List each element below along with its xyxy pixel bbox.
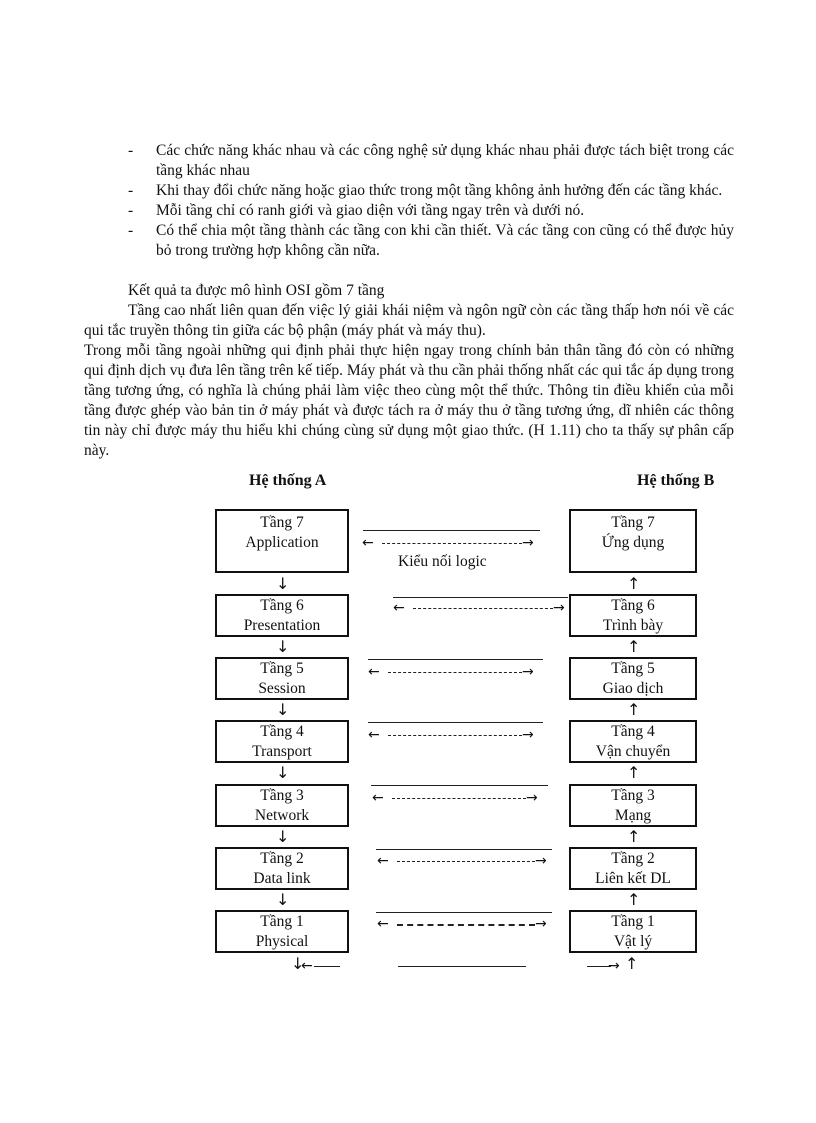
list-item: - Có thể chia một tầng thành các tầng con khi cần thiết. Và các tầng con cũng có thể được hủy bỏ trong trường hợp không cần nữa.: [128, 222, 734, 259]
result-paragraph: Kết quả ta được mô hình OSI gồm 7 tầng: [128, 282, 385, 299]
logic-connection-dash: [392, 798, 526, 799]
layer-b-2-box: Tầng 2 Liên kết DL: [569, 847, 697, 890]
logic-connection-dash: [397, 924, 535, 926]
list-item: - Các chức năng khác nhau và các công nghệ sử dụng khác nhau phải được tách biệt trong các tầng khác nhau: [128, 142, 734, 179]
bullet-marker: -: [128, 202, 134, 219]
up-arrow-icon: ↑: [627, 700, 641, 719]
right-arrow-icon: →: [522, 535, 534, 551]
left-arrow-icon: ←: [362, 535, 374, 551]
each-layer-paragraph: Trong mỗi tầng ngoài những qui định phải thực hiện ngay trong chính bản thân tầng đó còn có những qui định dịch vụ đưa lên tầng trên kế tiếp. Máy phát và thu cần phải thống nhất các qui tắc áp dụng trong tầng tương ứng, có nghĩa là chúng phải làm việc theo cùng một thể thức. Thông tin điều khiển của mỗi tầng được ghép vào bản tin ở máy phát và được tách ra ở máy thu ở tầng tương ứng, dĩ nhiên các thông tin này chỉ được máy thu hiểu khi chúng cùng sử dụng một giao thức. (H 1.11) cho ta thấy sự phân cấp này.: [84, 342, 734, 459]
left-arrow-icon: ←: [372, 790, 384, 806]
right-arrow-icon: →: [522, 664, 534, 680]
layer-b-4-box: Tầng 4 Vận chuyển: [569, 720, 697, 763]
logic-connection-dash: [388, 735, 522, 736]
list-item: - Mỗi tầng chỉ có ranh giới và giao diện với tầng ngay trên và dưới nó.: [128, 202, 585, 219]
logic-connection-dash: [388, 672, 522, 673]
up-arrow-icon: ↑: [627, 574, 641, 593]
bullet-marker: -: [128, 142, 134, 159]
down-arrow-icon: ↓: [291, 954, 305, 973]
logic-connection-line: [376, 849, 552, 850]
right-arrow-icon: →: [535, 916, 547, 932]
layer-b-1-box: Tầng 1 Vật lý: [569, 910, 697, 953]
right-arrow-icon: →: [553, 600, 565, 616]
layer-b-7-box: Tầng 7 Ứng dụng: [569, 509, 697, 573]
layer-a-2-box: Tầng 2 Data link: [215, 847, 349, 890]
up-arrow-icon: ↑: [627, 890, 641, 909]
logic-connection-label: Kiểu nối logic: [398, 553, 487, 570]
logic-connection-line: [368, 659, 543, 660]
layer-a-1-box: Tầng 1 Physical: [215, 910, 349, 953]
down-arrow-icon: ↓: [276, 574, 290, 593]
left-arrow-icon: ←: [377, 853, 389, 869]
logic-connection-dash: [382, 543, 522, 544]
system-a-title: Hệ thống A: [249, 472, 327, 489]
logic-connection-line: [376, 912, 552, 913]
down-arrow-icon: ↓: [276, 827, 290, 846]
right-arrow-icon: →: [608, 958, 620, 974]
left-arrow-icon: ←: [393, 600, 405, 616]
left-arrow-icon: ←: [301, 958, 313, 974]
left-arrow-icon: ←: [368, 727, 380, 743]
left-arrow-icon: ←: [368, 664, 380, 680]
up-arrow-icon: ↑: [627, 827, 641, 846]
right-arrow-icon: →: [535, 853, 547, 869]
physical-medium-line: [398, 966, 526, 967]
right-arrow-icon: →: [522, 727, 534, 743]
down-arrow-icon: ↓: [276, 890, 290, 909]
logic-connection-line: [393, 597, 568, 598]
layer-b-6-box: Tầng 6 Trình bày: [569, 594, 697, 637]
logic-connection-line: [363, 530, 540, 531]
bullet-marker: -: [128, 222, 134, 239]
logic-connection-line: [371, 785, 548, 786]
up-arrow-icon: ↑: [627, 637, 641, 656]
down-arrow-icon: ↓: [276, 637, 290, 656]
down-arrow-icon: ↓: [276, 763, 290, 782]
layer-b-5-box: Tầng 5 Giao dịch: [569, 657, 697, 700]
layer-a-4-box: Tầng 4 Transport: [215, 720, 349, 763]
bullet-list: [128, 141, 734, 261]
layer-b-3-box: Tầng 3 Mạng: [569, 784, 697, 827]
logic-connection-dash: [413, 608, 553, 609]
logic-connection-dash: [397, 861, 535, 862]
up-arrow-icon: ↑: [627, 763, 641, 782]
list-item: - Khi thay đổi chức năng hoặc giao thức trong một tầng không ảnh hưởng đến các tầng khác.: [128, 182, 723, 199]
layer-a-6-box: Tầng 6 Presentation: [215, 594, 349, 637]
left-arrow-icon: ←: [377, 916, 389, 932]
layer-a-5-box: Tầng 5 Session: [215, 657, 349, 700]
layer-a-7-box: Tầng 7 Application: [215, 509, 349, 573]
bullet-marker: -: [128, 182, 134, 199]
logic-connection-line: [368, 722, 543, 723]
layer-a-3-box: Tầng 3 Network: [215, 784, 349, 827]
right-arrow-icon: →: [526, 790, 538, 806]
highest-layer-paragraph: Tầng cao nhất liên quan đến việc lý giải khái niệm và ngôn ngữ còn các tầng thấp hơn nói về các qui tắc truyền thông tin giữa các bộ phận (máy phát và máy thu).: [84, 302, 734, 339]
down-arrow-icon: ↓: [276, 700, 290, 719]
up-arrow-icon: ↑: [625, 954, 639, 973]
system-b-title: Hệ thống B: [637, 472, 715, 489]
physical-medium-line: [314, 966, 340, 967]
